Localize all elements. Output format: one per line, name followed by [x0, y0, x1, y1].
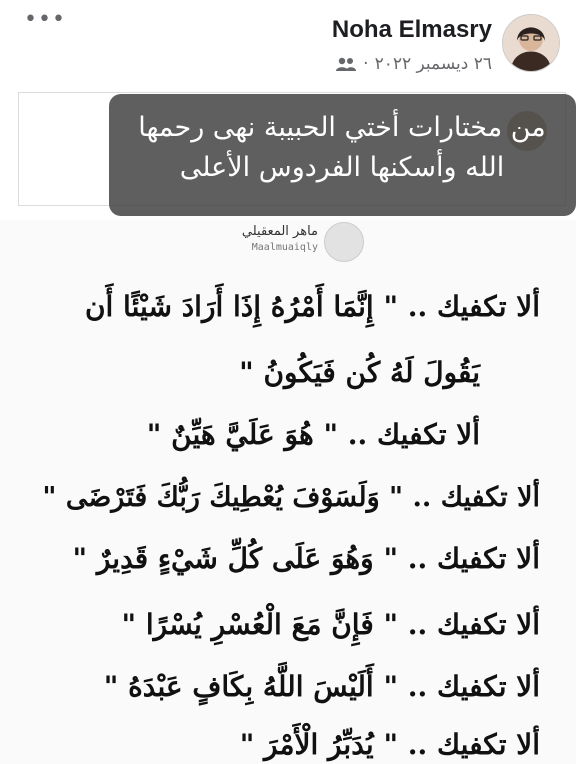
avatar-photo	[503, 15, 559, 71]
image-author-name: ماهر المعقيلي	[241, 224, 318, 239]
image-text-line: ألا تكفيك .. " فَإِنَّ مَعَ الْعُسْرِ يُسْرًا "	[121, 608, 540, 641]
image-text-line: ألا تكفيك .. " وَلَسَوْفَ يُعْطِيكَ رَبُّكَ فَتَرْضَى "	[42, 482, 540, 513]
image-text-line: ألا تكفيك .. " يُدَبِّرُ الْأَمْرَ "	[239, 728, 540, 761]
text-overlay	[109, 94, 576, 216]
image-text-line: ألا تكفيك .. " أَلَيْسَ اللَّهُ بِكَافٍ عَبْدَهُ "	[103, 670, 540, 703]
image-author-handle: Maalmuaiqly	[251, 242, 318, 253]
post-header	[0, 0, 576, 90]
overlay-caption: من مختارات أختي الحبيبة نهى رحمها الله وأسكنها الفردوس الأعلى	[138, 112, 546, 183]
post-date[interactable]: ٢٦ ديسمبر ٢٠٢٢	[374, 54, 492, 74]
image-author-avatar	[324, 222, 364, 262]
image-text-line: ألا تكفيك .. " وَهُوَ عَلَى كُلِّ شَيْءٍ قَدِيرٌ "	[72, 542, 540, 575]
author-avatar[interactable]	[502, 14, 560, 72]
image-text-line: ألا تكفيك .. " هُوَ عَلَيَّ هَيِّنٌ "	[146, 418, 480, 451]
more-options-button[interactable]: •••	[24, 7, 66, 32]
image-author-header	[224, 222, 364, 262]
image-text-line: يَقُولَ لَهُ كُن فَيَكُونُ "	[239, 356, 480, 389]
author-name[interactable]: Noha Elmasry	[331, 16, 492, 43]
friends-icon	[335, 56, 357, 72]
image-text-line: ألا تكفيك .. " إِنَّمَا أَمْرُهُ إِذَا أَرَادَ شَيْئًا أَن	[84, 290, 540, 323]
meta-separator: ·	[363, 54, 369, 74]
post-meta	[335, 54, 492, 74]
